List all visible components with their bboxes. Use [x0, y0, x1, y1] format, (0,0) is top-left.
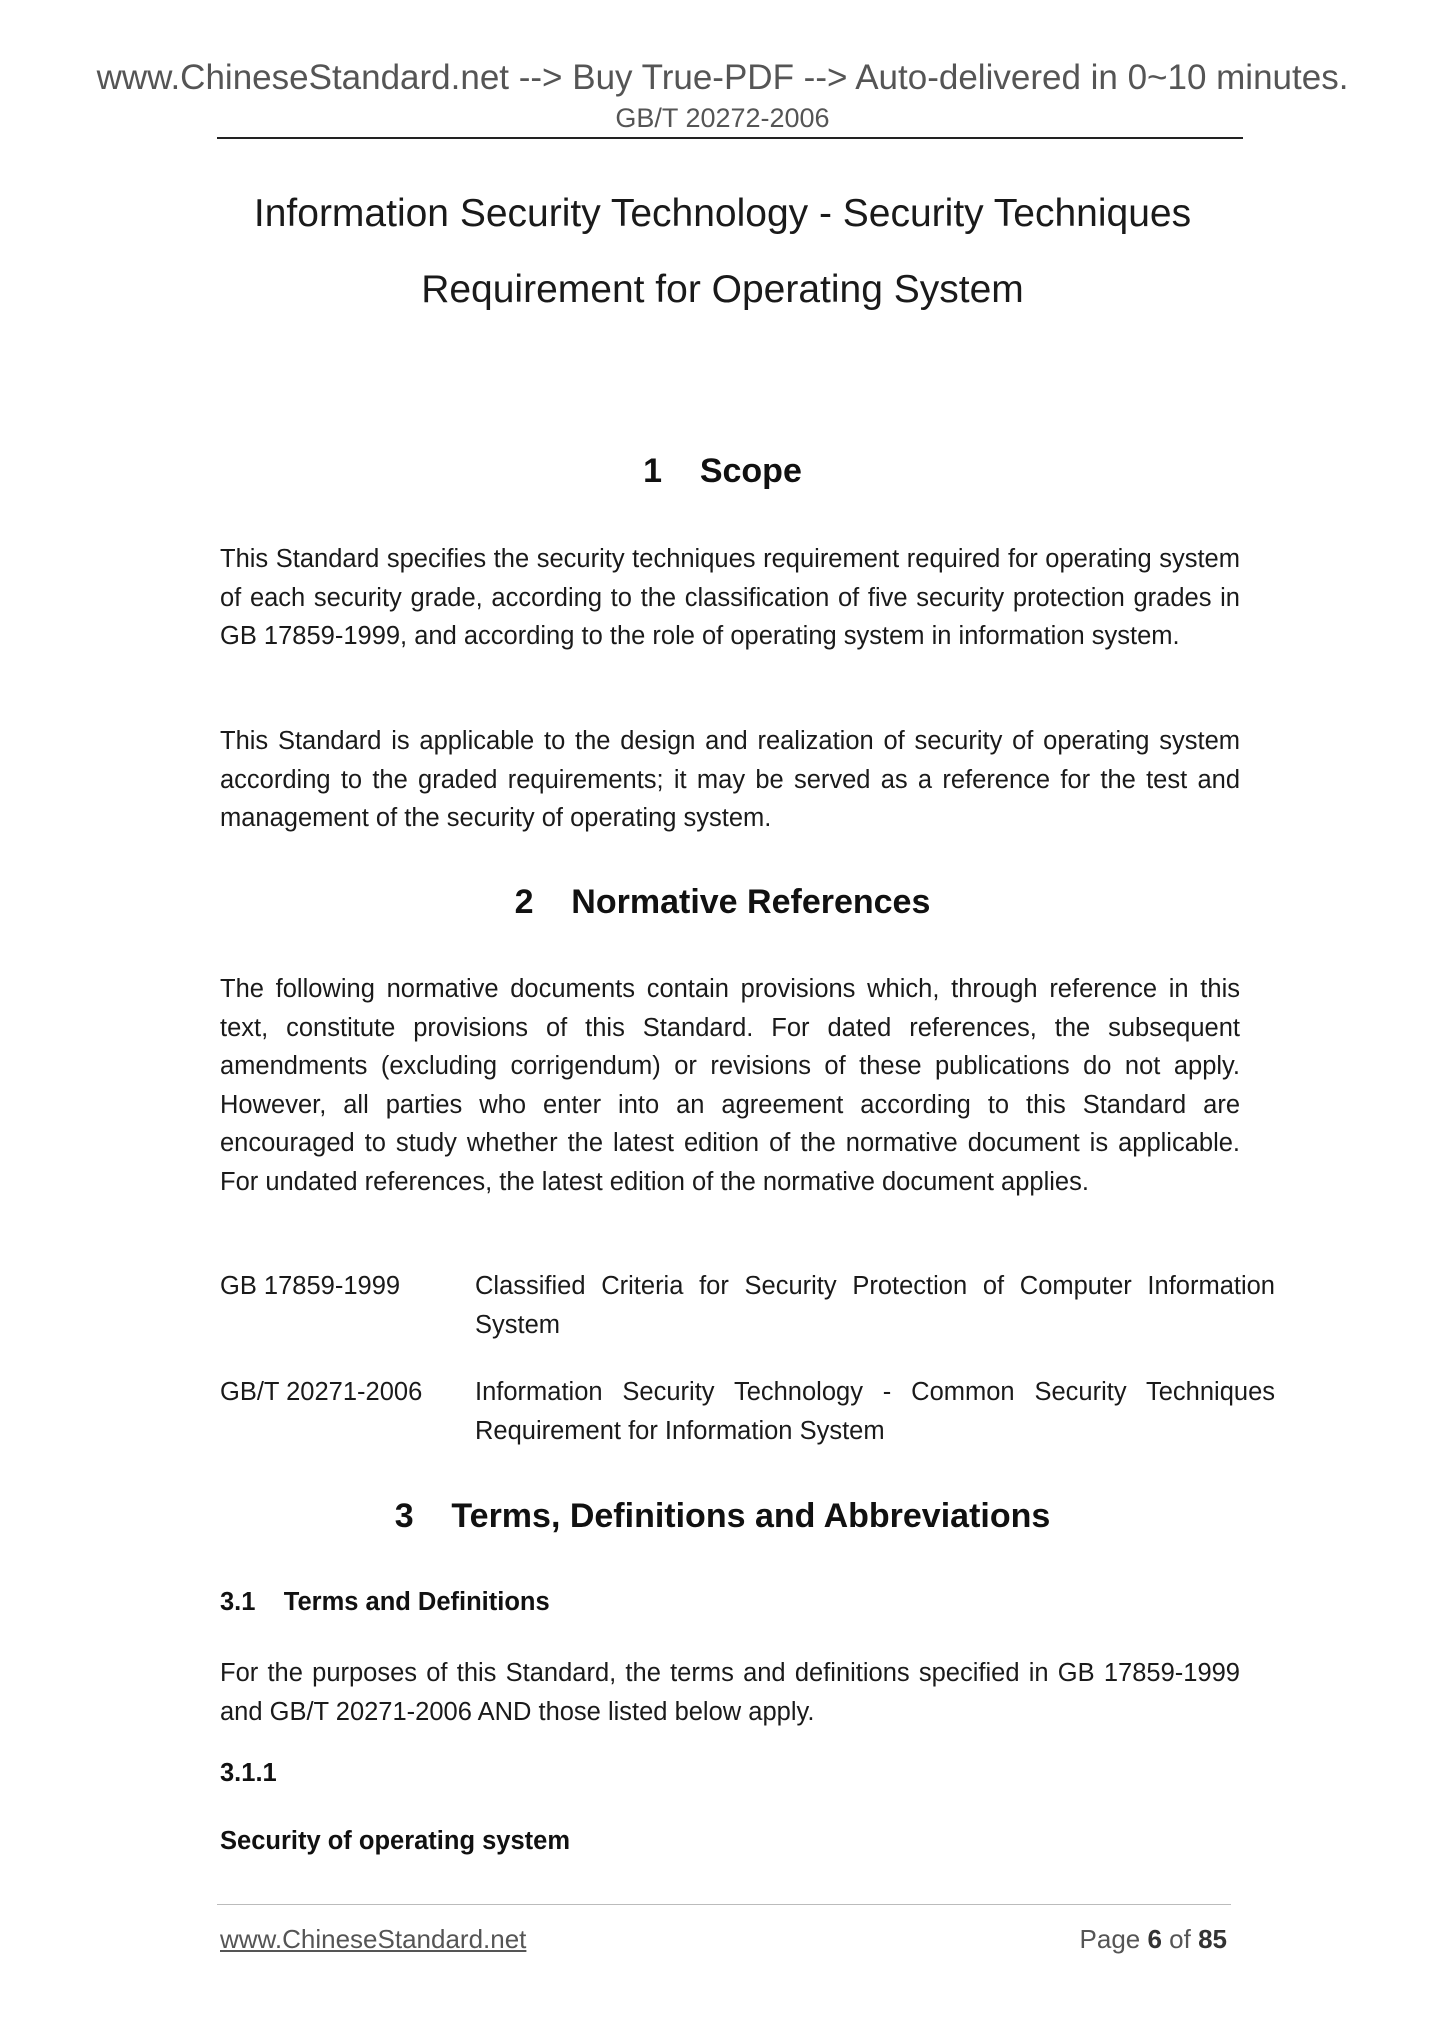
- document-title-line-2: Requirement for Operating System: [421, 268, 1024, 311]
- section-heading-normative-references: 2 Normative References: [514, 883, 931, 921]
- promo-banner[interactable]: www.ChineseStandard.net --> Buy True-PDF --> Auto-delivered in 0~10 minutes.: [96, 58, 1349, 97]
- footer-website-link[interactable]: www.ChineseStandard.net: [220, 1924, 527, 1954]
- total-pages-number: 85: [1198, 1924, 1227, 1954]
- document-title-line-1: Information Security Technology - Security Techniques: [253, 192, 1192, 235]
- section-heading-scope: 1 Scope: [643, 452, 802, 490]
- reference-title: Information Security Technology - Common Security Techniques Requirement for Information System: [475, 1378, 1275, 1445]
- normative-references-paragraph: The following normative documents contain provisions which, through reference in this text, constitute provisions of this Standard. For dated references, the subsequent amendments (excluding corrigendum) or revisions of these publications do not apply. However, all parties who enter into an agreement according to this Standard are encouraged to study whether the latest edition of the normative document is applicable. For undated references, the latest edition of the normative document applies.: [220, 975, 1240, 1196]
- scope-paragraph-1: This Standard specifies the security techniques requirement required for operating system of each security grade, according to the classification of five security protection grades in GB 17859-1999, and according to the role of operating system in information system.: [220, 545, 1240, 650]
- reference-code: GB 17859-1999: [220, 1272, 401, 1300]
- subsection-heading-terms-definitions: 3.1 Terms and Definitions: [220, 1588, 550, 1616]
- page-indicator: Page 6 of 85: [1079, 1924, 1227, 1954]
- scope-paragraph-2: This Standard is applicable to the design and realization of security of operating system according to the graded requirements; it may be served as a reference for the test and management of the security of operating system.: [220, 727, 1240, 832]
- term-name: Security of operating system: [220, 1827, 571, 1855]
- reference-code: GB/T 20271-2006: [220, 1378, 423, 1406]
- term-number: 3.1.1: [220, 1759, 277, 1787]
- reference-title: Classified Criteria for Security Protection of Computer Information System: [475, 1272, 1275, 1339]
- footer-divider: [217, 1904, 1231, 1905]
- terms-definitions-paragraph: For the purposes of this Standard, the terms and definitions specified in GB 17859-1999 and GB/T 20271-2006 AND those listed below apply.: [220, 1659, 1240, 1726]
- section-heading-terms: 3 Terms, Definitions and Abbreviations: [394, 1497, 1051, 1535]
- header-divider: [217, 137, 1243, 139]
- standard-code-header: GB/T 20272-2006: [615, 103, 830, 133]
- current-page-number: 6: [1147, 1924, 1162, 1954]
